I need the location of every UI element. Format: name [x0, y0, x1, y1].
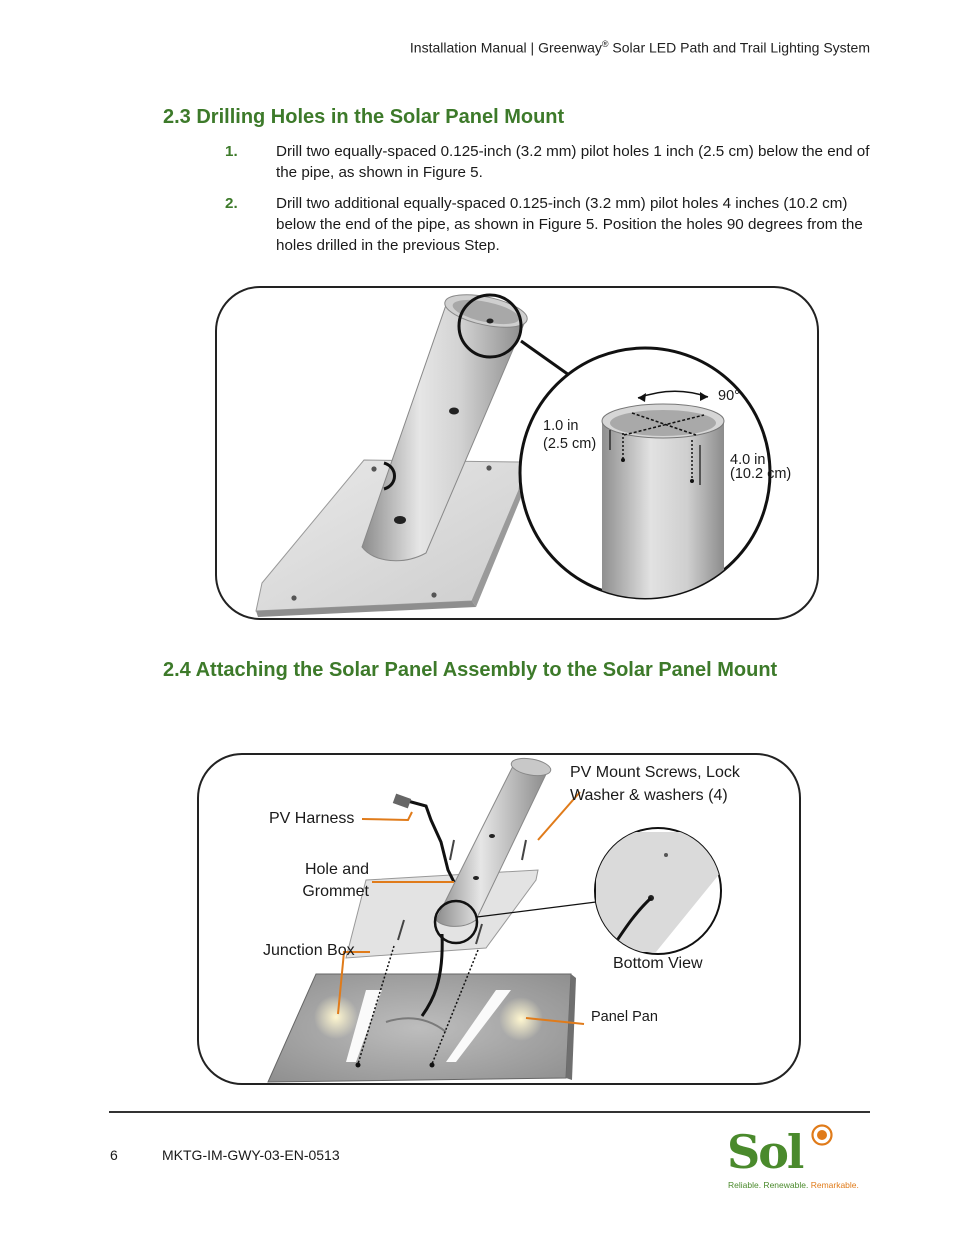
step-text: Drill two equally-spaced 0.125-inch (3.2 mm) pilot holes 1 inch (2.5 cm) below the end of the pipe, as shown in Figure 5. [276, 143, 870, 181]
figure-attaching-assembly [196, 752, 802, 1086]
label-panel-pan: Panel Pan [591, 1009, 658, 1025]
logo-tagline [728, 1180, 859, 1190]
step-number: 2. [225, 195, 238, 212]
step-text: Drill two additional equally-spaced 0.125-inch (3.2 mm) pilot holes 4 inches (10.2 cm) below the end of the pipe, as shown in Figure 5. Position the holes 90 degrees from the holes drilled in the previous Step. [276, 195, 863, 254]
step-item [163, 141, 873, 183]
label-pv-mount-screws [570, 761, 740, 807]
label-hole-grommet-line1: Hole and [304, 861, 369, 878]
label-pv-mount-screws-line2: Washer & washers (4) [570, 787, 728, 804]
label-pv-harness: PV Harness [269, 810, 355, 827]
header-prefix: Installation Manual | Greenway [409, 39, 602, 56]
section-heading-2-4: 2.4 Attaching the Solar Panel Assembly to the Solar Panel Mount [163, 659, 778, 681]
sun-icon [811, 1124, 833, 1146]
logo-tagline-accent: Remarkable. [810, 1180, 859, 1190]
dimension-2-label [730, 453, 791, 481]
figure-drilling-holes [214, 285, 820, 621]
angle-label: 90° [718, 388, 740, 404]
dimension-2-line1: 4.0 in [730, 452, 766, 468]
sol-logo [727, 1122, 872, 1194]
step-number: 1. [225, 143, 238, 160]
logo-tagline-main: Reliable. Renewable. [728, 1180, 811, 1190]
document-code: MKTG-IM-GWY-03-EN-0513 [162, 1147, 340, 1163]
dimension-1-line2: (2.5 cm) [543, 436, 597, 452]
logo-wordmark: Sol [727, 1125, 803, 1179]
label-hole-grommet [276, 859, 369, 903]
dimension-1-label [543, 417, 596, 453]
header-registered-mark: ® [601, 39, 609, 49]
page-number: 6 [110, 1147, 118, 1163]
section-heading-2-3: 2.3 Drilling Holes in the Solar Panel Mount [163, 106, 565, 128]
header-suffix: Solar LED Path and Trail Lighting System [608, 39, 870, 56]
footer-rule [109, 1111, 870, 1113]
label-junction-box: Junction Box [263, 942, 355, 959]
step-item [163, 193, 873, 256]
step-list [163, 141, 873, 266]
dimension-1-line1: 1.0 in [543, 418, 579, 434]
label-pv-mount-screws-line1: PV Mount Screws, Lock [570, 764, 740, 781]
running-header [410, 39, 870, 56]
label-bottom-view: Bottom View [613, 955, 703, 972]
label-hole-grommet-line2: Grommet [302, 883, 369, 900]
dimension-2-line2: (10.2 cm) [730, 466, 792, 482]
